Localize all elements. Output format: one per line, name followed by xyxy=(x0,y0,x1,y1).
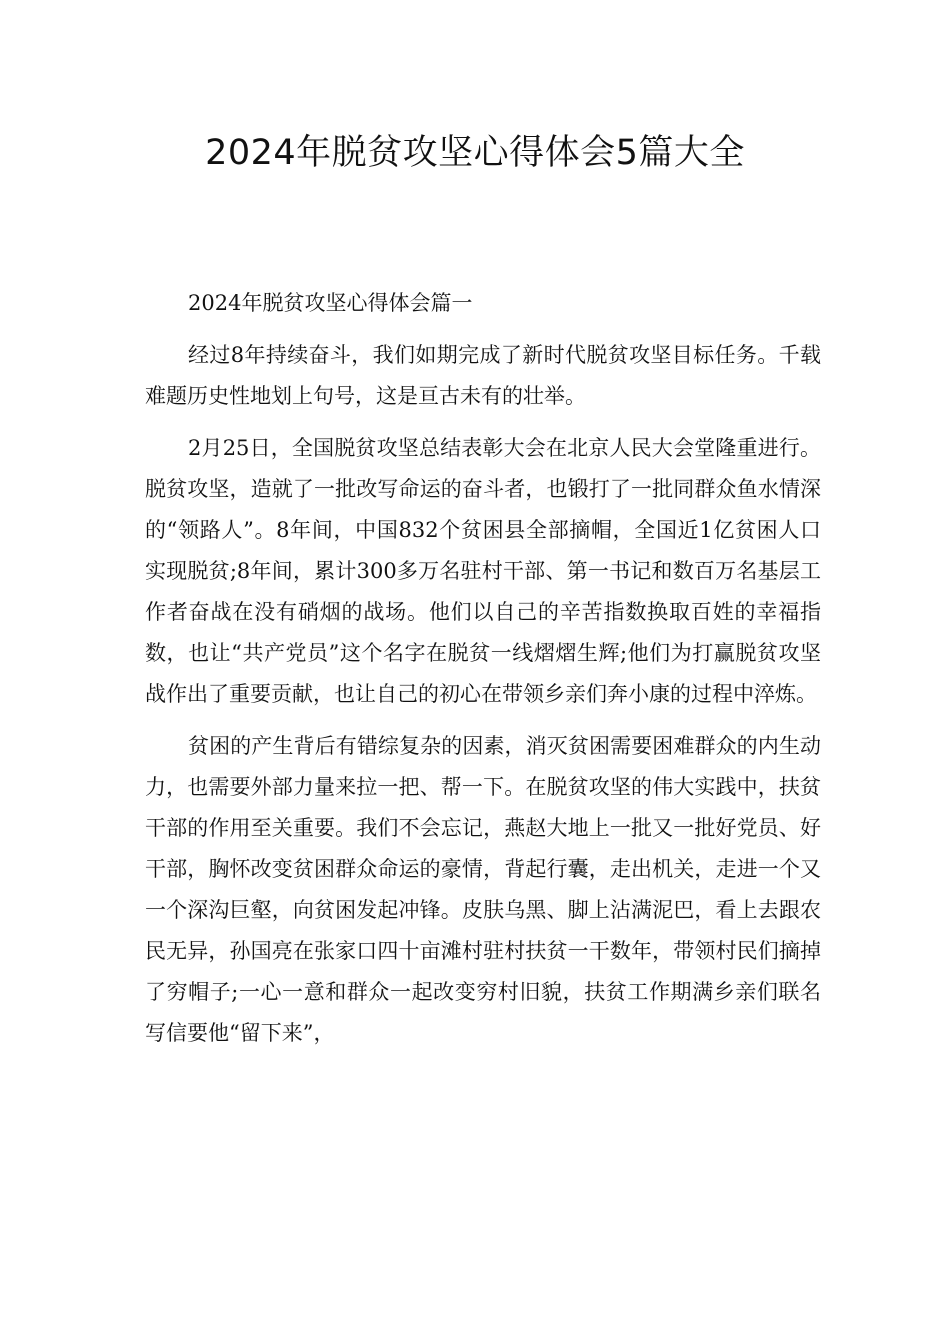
paragraph-3: 贫困的产生背后有错综复杂的因素，消灭贫困需要困难群众的内生动力，也需要外部力量来拉一把、帮一下。在脱贫攻坚的伟大实践中，扶贫干部的作用至关重要。我们不会忘记，燕赵大地上一批又一批好党员、好干部，胸怀改变贫困群众命运的豪情，背起行囊，走出机关，走进一个又一个深沟巨壑，向贫困发起冲锋。皮肤乌黑、脚上沾满泥巴，看上去跟农民无异，孙国亮在张家口四十亩滩村驻村扶贫一干数年，带领村民们摘掉了穷帽子;一心一意和群众一起改变穷村旧貌，扶贫工作期满乡亲们联名写信要他“留下来”， xyxy=(145,734,821,1045)
section-heading: 2024年脱贫攻坚心得体会篇一 xyxy=(188,291,473,315)
paragraph-1: 经过8年持续奋斗，我们如期完成了新时代脱贫攻坚目标任务。千载难题历史性地划上句号，这是亘古未有的壮举。 xyxy=(145,343,821,408)
document-body xyxy=(145,283,821,1065)
document-title: 2024年脱贫攻坚心得体会5篇大全 xyxy=(205,133,745,173)
paragraph-2: 2月25日，全国脱贫攻坚总结表彰大会在北京人民大会堂隆重进行。脱贫攻坚，造就了一批改写命运的奋斗者，也锻打了一批同群众鱼水情深的“领路人”。8年间，中国832个贫困县全部摘帽，全国近1亿贫困人口实现脱贫;8年间，累计300多万名驻村干部、第一书记和数百万名基层工作者奋战在没有硝烟的战场。他们以自己的辛苦指数换取百姓的幸福指数，也让“共产党员”这个名字在脱贫一线熠熠生辉;他们为打赢脱贫攻坚战作出了重要贡献，也让自己的初心在带领乡亲们奔小康的过程中淬炼。 xyxy=(145,436,821,706)
